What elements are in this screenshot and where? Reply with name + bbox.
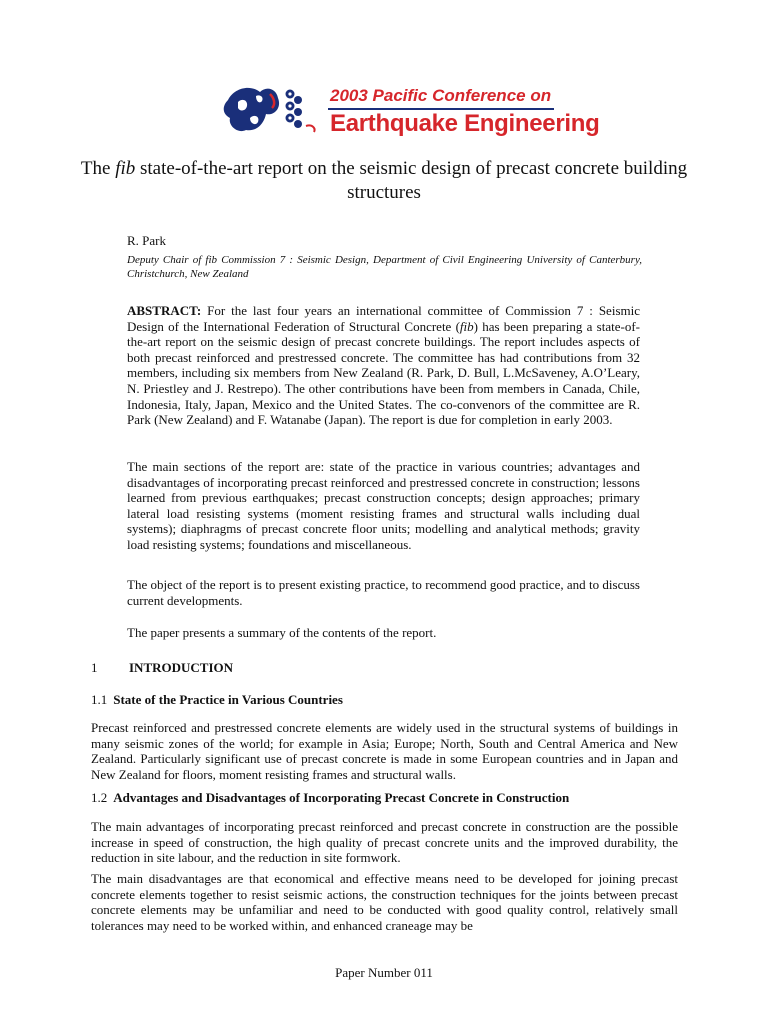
report-sections-paragraph: The main sections of the report are: state of the practice in various countries; advantages and disadvantages of incorporating precast reinforced and prestressed concrete in construction; lessons learned from previous earthquakes; precast construction concepts; design approaches; primary lateral load resisting systems (moment resisting frames and structural walls including dual systems); diaphragms of precast concrete floor units; modelling and analytical methods; gravity load resisting systems; foundations and miscellaneous.	[127, 459, 640, 552]
conference-name	[330, 86, 599, 137]
subsection-title: Advantages and Disadvantages of Incorporating Precast Concrete in Construction	[113, 790, 570, 805]
pacific-map-emblem-icon	[224, 88, 315, 132]
section-number: 1	[91, 660, 98, 675]
subsection-number: 1.2	[91, 790, 108, 805]
paper-title	[60, 157, 708, 205]
subsection-1-1-body: Precast reinforced and prestressed concrete elements are widely used in the structural systems of buildings in many seismic zones of the world; for example in Asia; Europe; North, South and Central America and New Zealand. Particularly significant use of precast concrete is made in some European countries and in Japan and New Zealand for floors, moment resisting frames and structural walls.	[91, 720, 678, 782]
abstract-text-a: For the last four years an international committee of Commission 7 : Seismic Design of the International Federation of Structural Concrete (	[127, 303, 640, 334]
subsection-1-2-body-1: The main advantages of incorporating precast reinforced and precast concrete in construction are the possible increase in speed of construction, the high quality of precast concrete units and the improved durability, the reduction in site labour, and the reduction in site formwork.	[91, 819, 678, 866]
subsection-heading-1-1	[91, 692, 343, 708]
section-title: INTRODUCTION	[129, 660, 234, 675]
subsection-1-2-body-2: The main disadvantages are that economical and effective means need to be developed for joining precast concrete elements together to resist seismic actions, the construction techniques for the joints between precast concrete elements may be unfamiliar and need to be conducted with good quality control, relatively small tolerances may need to be worked within, and enhanced craneage may be	[91, 871, 678, 933]
abstract-label: ABSTRACT:	[127, 303, 202, 318]
report-object-paragraph: The object of the report is to present existing practice, to recommend good practice, and to discuss current developments.	[127, 577, 640, 608]
abstract-fib: fib	[459, 318, 474, 334]
section-heading-introduction	[91, 660, 233, 676]
conference-name-line1: 2003 Pacific Conference on	[330, 86, 552, 105]
abstract-text-b: ) has been preparing a state-of-the-art report on the seismic design of precast concrete buildings. The report includes aspects of both precast reinforced and prestressed concrete. The committee has had contributions from 32 members, including six members from New Zealand (R. Park, D. Bull, L.McSaveney, A.O’Leary, N. Priestley and J. Restrepo). The other contributions have been from members in Canada, Chile, Indonesia, Italy, Japan, Mexico and the United States. The co-convenors of the committee are R. Park (New Zealand) and F. Watanabe (Japan). The report is due for completion in early 2003.	[127, 318, 640, 428]
paper-summary-paragraph: The paper presents a summary of the contents of the report.	[127, 625, 437, 640]
subsection-title: State of the Practice in Various Countries	[113, 692, 343, 707]
paper-number-footer: Paper Number 011	[335, 965, 433, 980]
author-name: R. Park	[127, 233, 166, 248]
conference-name-line2: Earthquake Engineering	[330, 110, 600, 137]
author-affiliation: Deputy Chair of fib Commission 7 : Seismic Design, Department of Civil Engineering University of Canterbury, Christchurch, New Zealand	[127, 254, 642, 280]
title-suffix: state-of-the-art report on the seismic design of precast concrete building structures	[135, 158, 688, 203]
abstract	[127, 303, 640, 428]
title-prefix: The	[80, 158, 116, 179]
subsection-heading-1-2	[91, 790, 569, 806]
subsection-number: 1.1	[91, 692, 108, 707]
title-fib: fib	[115, 158, 136, 179]
